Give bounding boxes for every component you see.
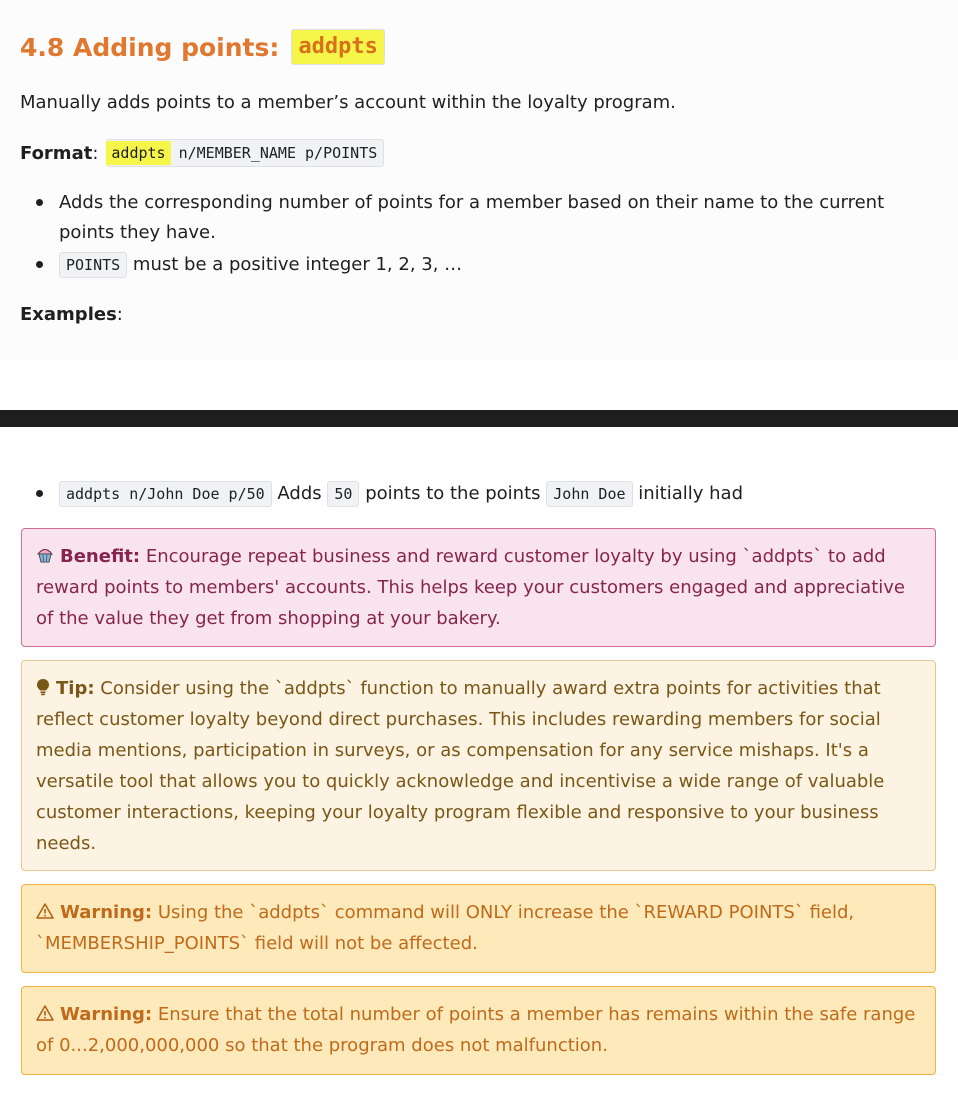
benefit-text: Encourage repeat business and reward customer loyalty by using `addpts` to add reward points to members' accounts. This helps keep your customers engaged and appreciative of the value they get from shopping at your bakery.: [36, 546, 905, 629]
benefit-callout: [21, 528, 936, 647]
benefit-label: Benefit:: [60, 546, 141, 567]
bullet-dot: [36, 490, 43, 497]
warning-icon: [36, 897, 54, 928]
format-label: Format: [20, 142, 93, 164]
bullet-dot: [36, 199, 43, 206]
warning-icon: [36, 999, 54, 1030]
example-command-code: addpts n/John Doe p/50: [59, 481, 272, 507]
command-description: Manually adds points to a member’s account within the loyalty program.: [20, 92, 676, 113]
heading-command-code: addpts: [291, 29, 384, 65]
list-item: Adds the corresponding number of points for a member based on their name to the current points they have.: [59, 192, 885, 243]
warning-text: Using the `addpts` command will ONLY increase the `REWARD POINTS` field, `MEMBERSHIP_POINTS` field will not be affected.: [36, 902, 855, 954]
warning-callout: [21, 986, 936, 1075]
example-value-code: 50: [327, 481, 359, 507]
format-params: n/MEMBER_NAME p/POINTS: [178, 144, 378, 162]
lightbulb-icon: [36, 673, 50, 704]
warning-label: Warning:: [60, 902, 153, 923]
bullet-dot: [36, 261, 43, 268]
format-code: [106, 139, 384, 167]
warning-label: Warning:: [60, 1004, 153, 1025]
heading-title: 4.8 Adding points:: [20, 32, 280, 62]
format-line: Format : addpts n/MEMBER_NAME p/POINTS: [20, 139, 384, 167]
example-name-code: John Doe: [546, 481, 632, 507]
warning-text: Ensure that the total number of points a member has remains within the safe range of 0...2,000,000,000 so that the program does not malfunction.: [36, 1004, 916, 1056]
tip-text: Consider using the `addpts` function to manually award extra points for activities that reflect customer loyalty beyond direct purchases. This includes rewarding members for social media mentions, participation in surveys, or as compensation for any service mishaps. It's a versatile tool that allows you to quickly acknowledge and incentivise a wide range of valuable customer interactions, keeping your loyalty program flexible and responsive to your business needs.: [36, 678, 885, 854]
examples-label: Examples:: [20, 304, 123, 325]
warning-callout: [21, 884, 936, 973]
section-heading: [20, 27, 385, 67]
format-command-highlight: addpts: [106, 141, 170, 165]
tip-callout: [21, 660, 936, 871]
list-item: POINTS must be a positive integer 1, 2, 3, …: [59, 250, 462, 280]
divider-bar: [0, 410, 958, 427]
points-code: POINTS: [59, 252, 127, 278]
cupcake-icon: [36, 541, 54, 572]
example-item: addpts n/John Doe p/50 Adds 50 points to the points John Doe initially had: [59, 479, 743, 509]
tip-label: Tip:: [56, 678, 95, 699]
